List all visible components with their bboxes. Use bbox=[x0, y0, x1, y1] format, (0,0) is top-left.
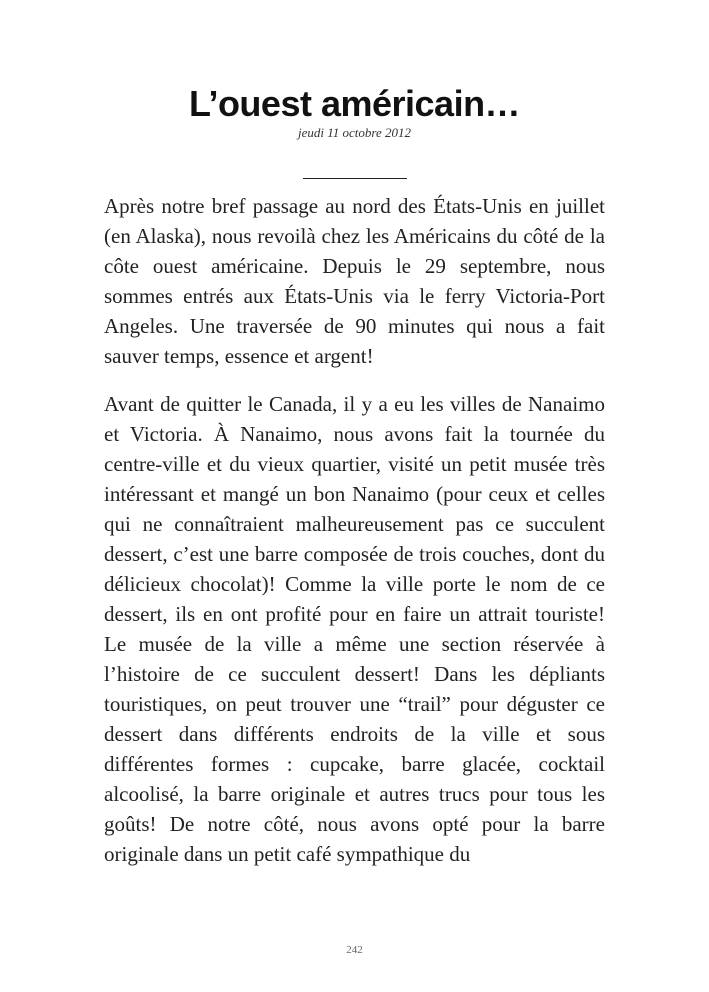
article-paragraph: Après notre bref passage au nord des États-Unis en juillet (en Alaska), nous revoilà chez les Américains du côté de la côte ouest américaine. Depuis le 29 septembre, nous sommes entrés aux États-Unis via le ferry Victoria-Port Angeles. Une traversée de 90 minutes qui nous a fait sauver temps, essence et argent! bbox=[104, 194, 605, 368]
title-divider bbox=[303, 178, 407, 179]
article-date: jeudi 11 octobre 2012 bbox=[297, 125, 411, 140]
page-number: 242 bbox=[346, 944, 363, 956]
article-title: L’ouest américain… bbox=[188, 83, 521, 124]
article-paragraph: Avant de quitter le Canada, il y a eu les villes de Nanaimo et Victoria. À Nanaimo, nous avons fait la tournée du centre-ville et du vieux quartier, visité un petit musée très intéressant et mangé un bon Nanaimo (pour ceux et celles qui ne connaîtraient malheureusement pas ce succulent dessert, c’est une barre composée de trois couches, dont du délicieux chocolat)! Comme la ville porte le nom de ce dessert, ils en ont profité pour en faire un attrait touriste! Le musée de la ville a même une section réservée à l’histoire de ce succulent dessert! Dans les dépliants touristiques, on peut trouver une “trail” pour déguster ce dessert dans différents endroits de la ville et sous différentes formes : cupcake, barre glacée, cocktail alcoolisé, la barre originale et autres trucs pour tous les goûts! De notre côté, nous avons opté pour la barre originale dans un petit café sympathique du bbox=[104, 392, 605, 866]
article-body bbox=[104, 191, 605, 947]
